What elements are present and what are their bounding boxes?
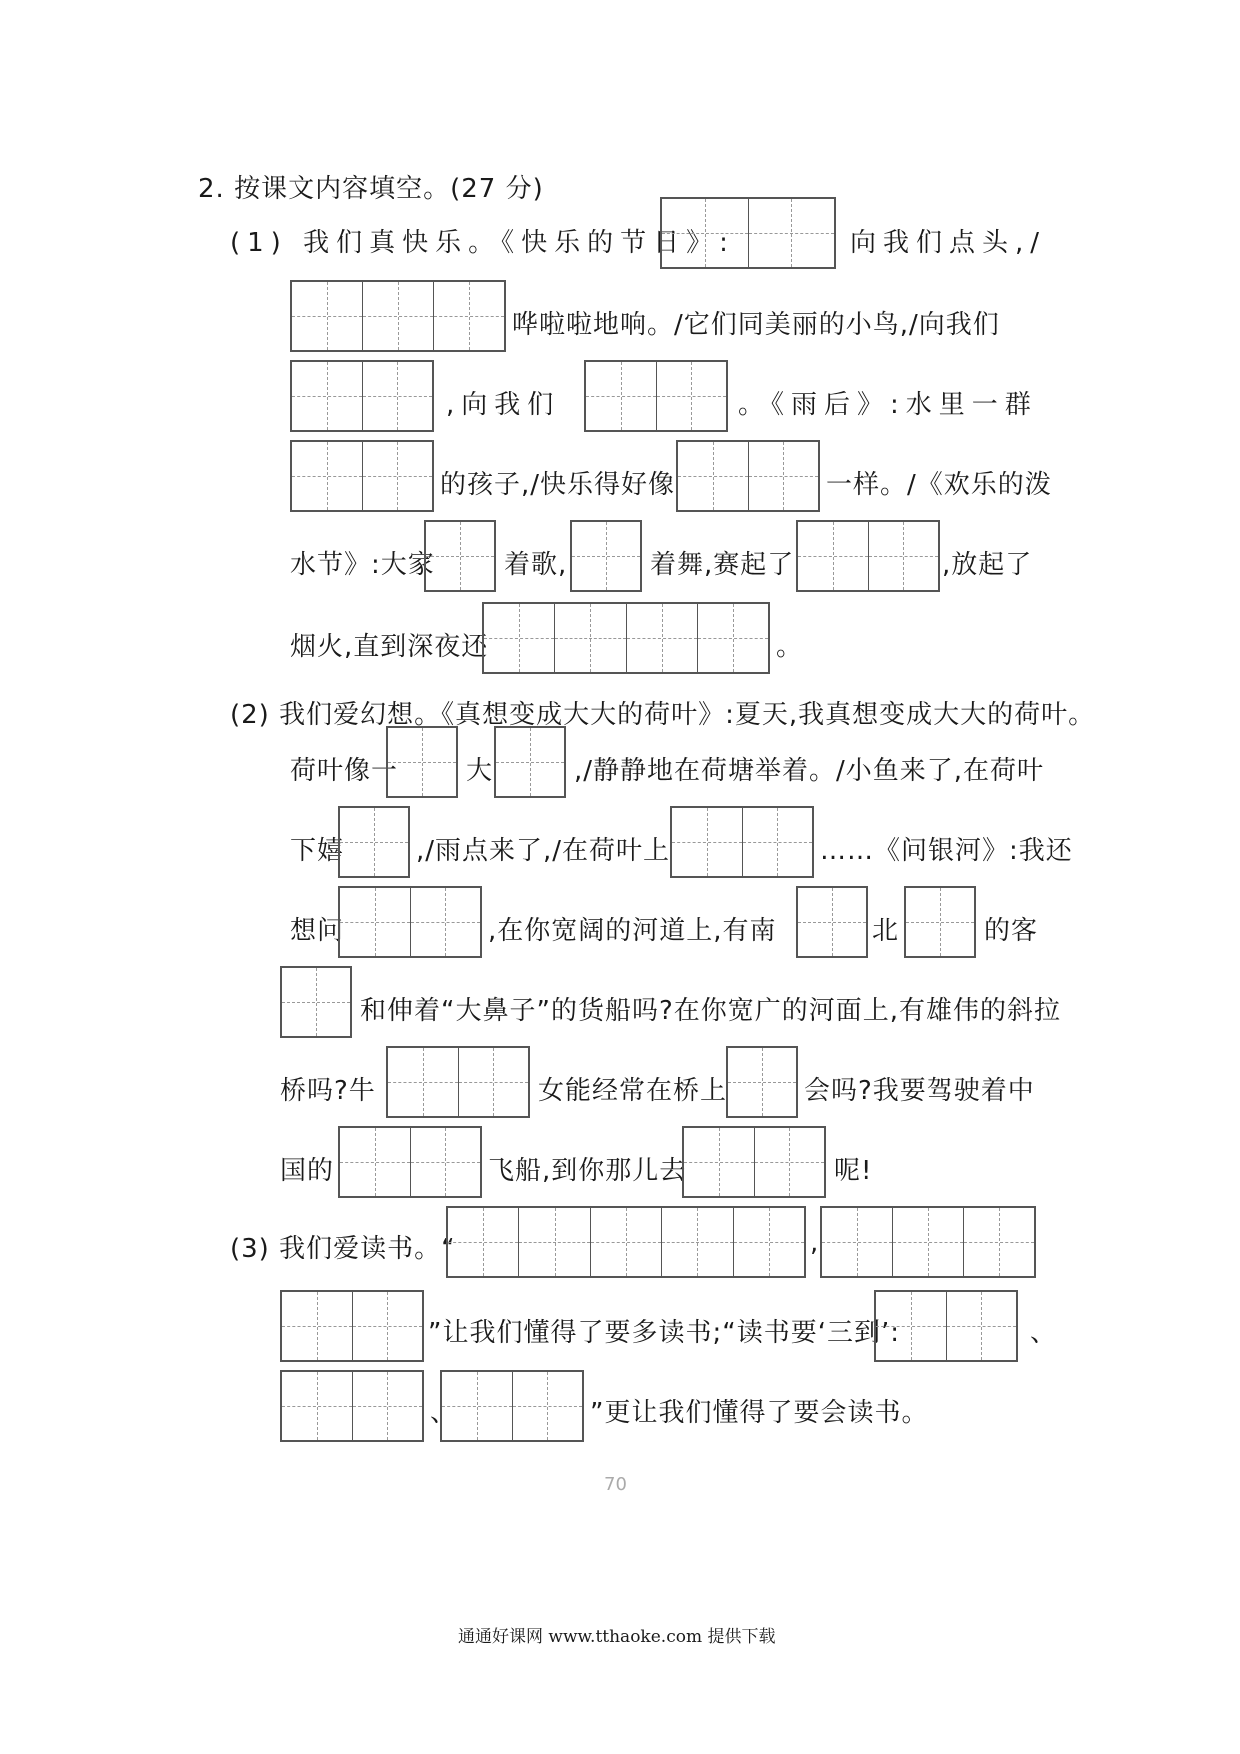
p2-line3-text-a: 下嬉 — [290, 836, 345, 866]
p1-line5-text-c: 着舞,赛起了 — [650, 550, 795, 580]
answer-box[interactable] — [682, 1126, 826, 1198]
answer-box[interactable] — [338, 886, 482, 958]
footer-credit: 通通好课网 www.tthaoke.com 提供下载 — [458, 1627, 776, 1647]
p2-line4-text-d: 的客 — [984, 916, 1039, 946]
answer-box[interactable] — [570, 520, 642, 592]
question-heading: 2. 按课文内容填空。(27 分) — [198, 174, 544, 204]
p2-line5-text: 和伸着“大鼻子”的货船吗?在你宽广的河面上,有雄伟的斜拉 — [360, 996, 1062, 1026]
p2-line6-text-b: 女能经常在桥上 — [538, 1076, 728, 1106]
answer-box[interactable] — [796, 886, 868, 958]
p1-line2-text: 哗啦啦地响。/它们同美丽的小鸟,/向我们 — [512, 310, 1000, 340]
p1-line6-text-a: 烟火,直到深夜还 — [290, 632, 489, 662]
answer-box[interactable] — [338, 1126, 482, 1198]
p2-line7-text-a: 国的 — [280, 1156, 335, 1186]
p2-line4-text-a: 想问 — [290, 916, 345, 946]
p1-line6-text-b: 。 — [776, 632, 804, 662]
p3-line1-text-a: (3) 我们爱读书。“ — [230, 1234, 456, 1264]
p2-line7-text-b: 飞船,到你那儿去 — [488, 1156, 687, 1186]
p1-line5-text-a: 水节》:大家 — [290, 550, 435, 580]
p1-line5-text-d: ,放起了 — [942, 550, 1033, 580]
p1-line3-text-a: ,向我们 — [446, 390, 561, 420]
p2-line6-text-a: 桥吗?牛 — [280, 1076, 376, 1106]
answer-box[interactable] — [494, 726, 566, 798]
p1-line4-text-b: 一样。/《欢乐的泼 — [826, 470, 1052, 500]
p2-line2-text-c: ,/静静地在荷塘举着。/小鱼来了,在荷叶 — [574, 756, 1045, 786]
p2-line1-text: (2) 我们爱幻想。《真想变成大大的荷叶》:夏天,我真想变成大大的荷叶。 — [230, 700, 1096, 730]
p1-line5-text-b: 着歌, — [504, 550, 568, 580]
answer-box[interactable] — [660, 197, 836, 269]
p2-line2-text-a: 荷叶像一 — [290, 756, 399, 786]
p3-line1-text-b: , — [810, 1228, 820, 1258]
answer-box[interactable] — [904, 886, 976, 958]
answer-box[interactable] — [386, 1046, 530, 1118]
answer-box[interactable] — [796, 520, 940, 592]
answer-box[interactable] — [440, 1370, 584, 1442]
answer-box[interactable] — [280, 1290, 424, 1362]
p1-line4-text-a: 的孩子,/快乐得好像 — [440, 470, 676, 500]
p2-line7-text-c: 呢! — [834, 1156, 873, 1186]
answer-box[interactable] — [446, 1206, 806, 1278]
p1-line1-text-b: 向我们点头,/ — [850, 228, 1047, 258]
answer-box[interactable] — [424, 520, 496, 592]
answer-box[interactable] — [386, 726, 458, 798]
p2-line3-text-c: ……《问银河》:我还 — [820, 836, 1073, 866]
p3-line3-text-a: 、 — [430, 1398, 458, 1428]
answer-box[interactable] — [290, 360, 434, 432]
p2-line2-text-b: 大 — [466, 756, 494, 786]
p2-line4-text-b: ,在你宽阔的河道上,有南 — [488, 916, 777, 946]
answer-box[interactable] — [670, 806, 814, 878]
p1-line1-text-a: (1) 我们真快乐。《快乐的节日》: — [230, 228, 735, 258]
answer-box[interactable] — [338, 806, 410, 878]
page-number: 70 — [604, 1474, 627, 1495]
answer-box[interactable] — [584, 360, 728, 432]
p3-line2-text-b: 、 — [1030, 1318, 1058, 1348]
answer-box[interactable] — [290, 280, 506, 352]
answer-box[interactable] — [820, 1206, 1036, 1278]
answer-box[interactable] — [726, 1046, 798, 1118]
answer-box[interactable] — [676, 440, 820, 512]
p2-line3-text-b: ,/雨点来了,/在荷叶上 — [416, 836, 671, 866]
p2-line6-text-c: 会吗?我要驾驶着中 — [804, 1076, 1035, 1106]
p3-line3-text-b: ”更让我们懂得了要会读书。 — [590, 1398, 929, 1428]
answer-box[interactable] — [280, 966, 352, 1038]
p2-line4-text-c: 北 — [872, 916, 900, 946]
answer-box[interactable] — [874, 1290, 1018, 1362]
p3-line2-text-a: ”让我们懂得了要多读书;“读书要‘三到’: — [428, 1318, 900, 1348]
answer-box[interactable] — [290, 440, 434, 512]
p1-line3-text-b: 。《雨后》:水里一群 — [738, 390, 1038, 420]
answer-box[interactable] — [482, 602, 770, 674]
answer-box[interactable] — [280, 1370, 424, 1442]
